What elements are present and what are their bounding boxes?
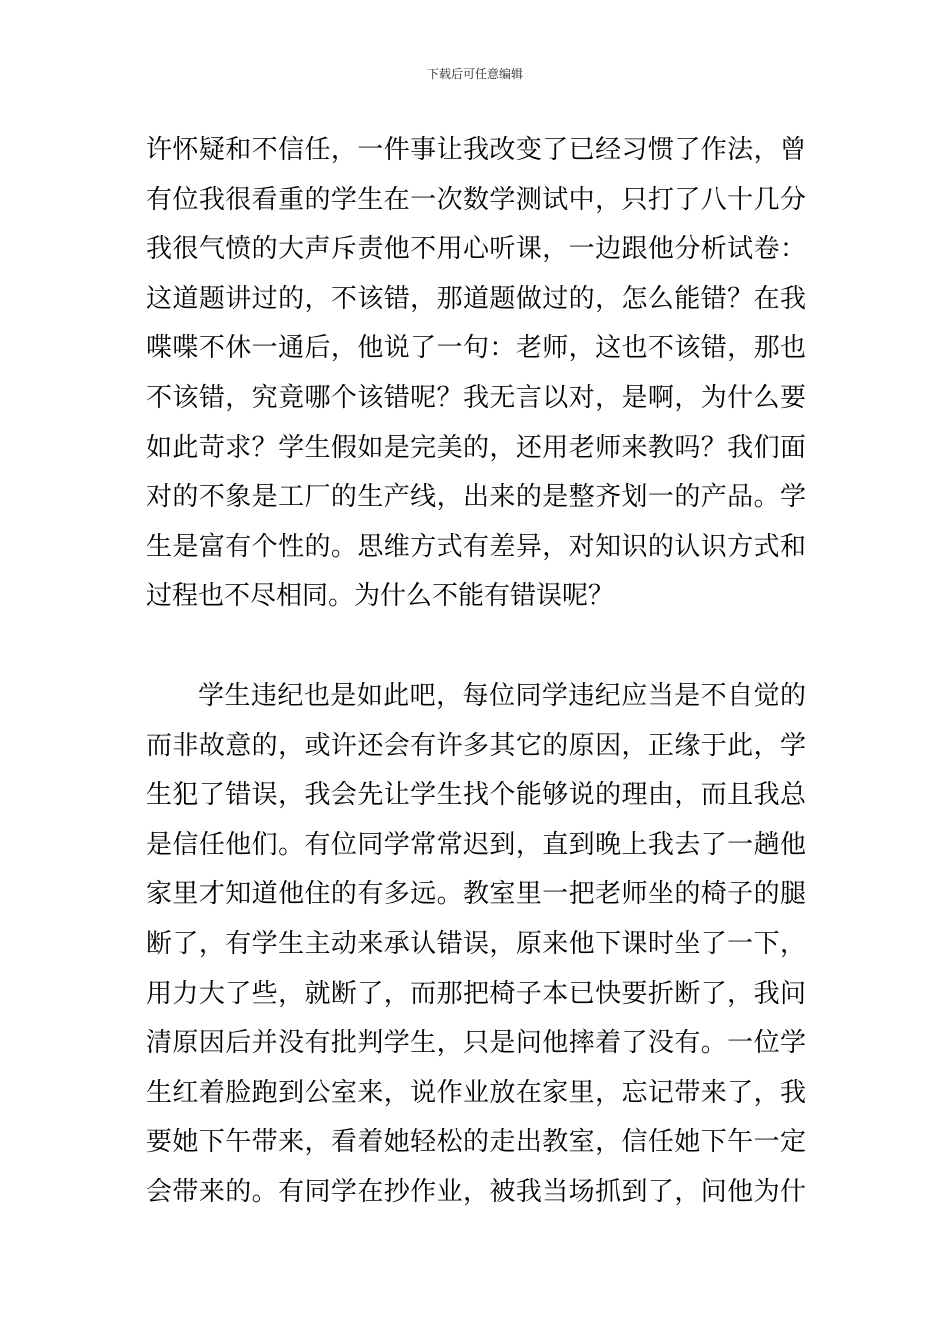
paragraph-line: 不该错，究竟哪个该错呢？我无言以对，是啊，为什么要	[146, 382, 806, 413]
page-header: 下载后可任意编辑	[426, 67, 523, 81]
paragraph-line: 要她下午带来，看着她轻松的走出教室，信任她下午一定	[146, 1127, 806, 1158]
paragraph-line: 而非故意的，或许还会有许多其它的原因，正缘于此，学	[146, 730, 806, 761]
paragraph-line: 是信任他们。有位同学常常迟到，直到晚上我去了一趟他	[146, 829, 806, 860]
paragraph-line: 过程也不尽相同。为什么不能有错误呢？	[146, 581, 615, 612]
paragraph-line: 生犯了错误，我会先让学生找个能够说的理由，而且我总	[146, 780, 806, 811]
paragraph-line: 家里才知道他住的有多远。教室里一把老师坐的椅子的腿	[146, 879, 806, 910]
paragraph-line: 对的不象是工厂的生产线，出来的是整齐划一的产品。学	[146, 482, 806, 513]
paragraph-line: 喋喋不休一通后，他说了一句：老师，这也不该错，那也	[146, 333, 806, 364]
paragraph-line: 许怀疑和不信任，一件事让我改变了已经习惯了作法，曾	[146, 135, 806, 165]
paragraph-line: 如此苛求？学生假如是完美的，还用老师来教吗？我们面	[146, 432, 806, 463]
paragraph-line: 用力大了些，就断了，而那把椅子本已快要折断了，我问	[146, 978, 806, 1009]
paragraph-line: 这道题讲过的，不该错，那道题做过的，怎么能错？在我	[146, 283, 806, 314]
paragraph-line: 生红着脸跑到公室来，说作业放在家里，忘记带来了，我	[146, 1077, 806, 1108]
paragraph-line: 有位我很看重的学生在一次数学测试中，只打了八十几分	[146, 184, 806, 215]
paragraph-line: 断了，有学生主动来承认错误，原来他下课时坐了一下，	[146, 928, 806, 959]
paragraph-1	[146, 126, 806, 622]
paragraph-line: 清原因后并没有批判学生，只是问他摔着了没有。一位学	[146, 1028, 806, 1059]
paragraph-line: 我很气愤的大声斥责他不用心听课，一边跟他分析试卷：	[146, 234, 806, 265]
paragraph-line: 学生违纪也是如此吧，每位同学违纪应当是不自觉的	[198, 681, 806, 711]
paragraph-2	[146, 672, 806, 1218]
paragraph-line: 会带来的。有同学在抄作业，被我当场抓到了，问他为什	[146, 1176, 806, 1207]
paragraph-line: 生是富有个性的。思维方式有差异，对知识的认识方式和	[146, 531, 806, 562]
